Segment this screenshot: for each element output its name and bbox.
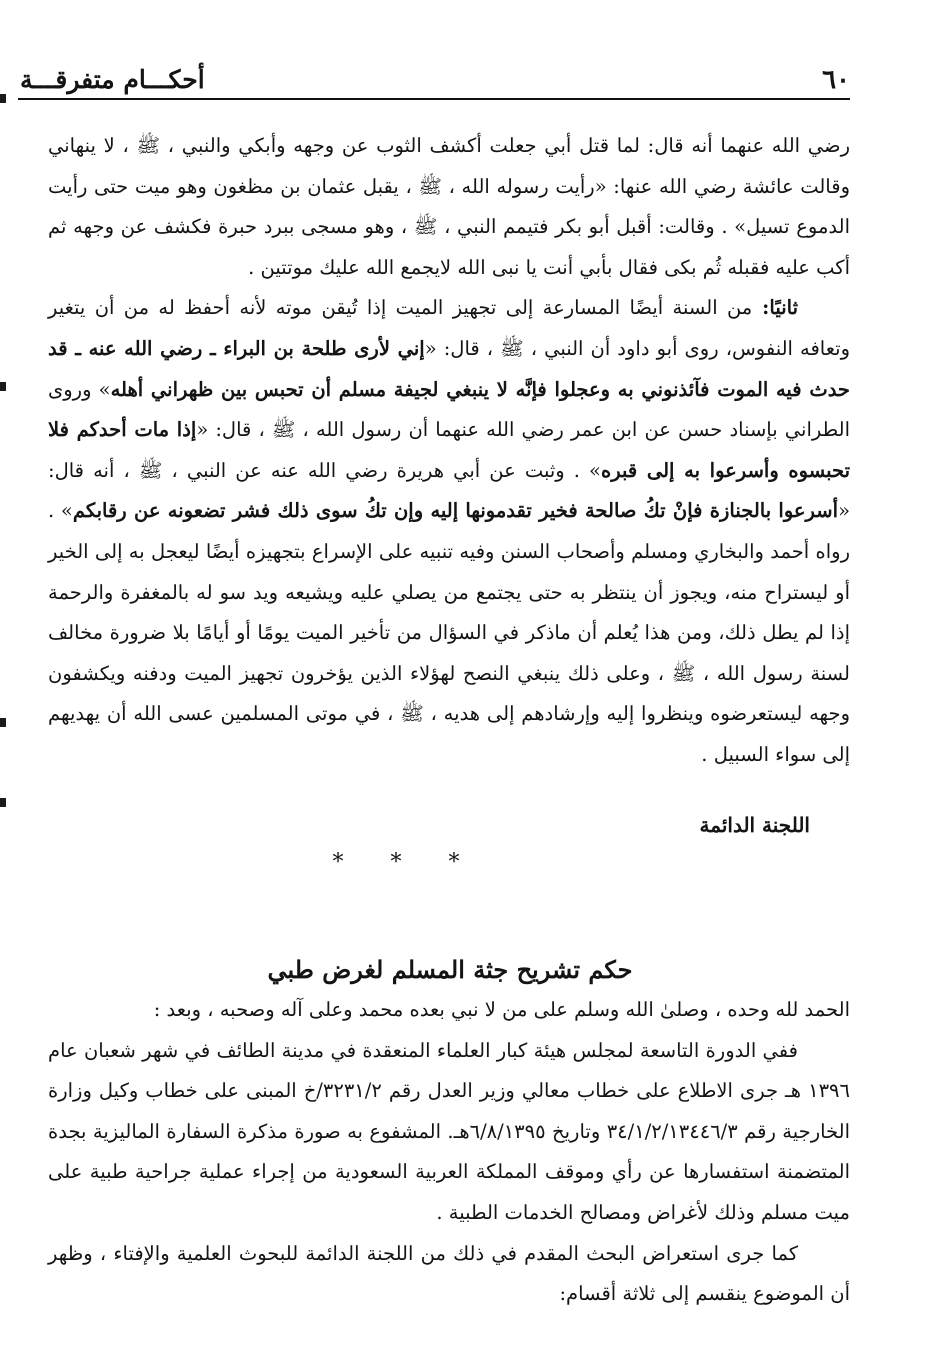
section-separator: * * * (332, 850, 480, 875)
book-title: أحكـــام متفرقـــة (20, 65, 205, 94)
paragraph-2: ثانيًا: من السنة أيضًا المسارعة إلى تجهيز الميت إذا تُيقن موته لأنه أحفظ له من أن يتغير وتعافه النفوس، روى أبو داود أن النبي ، ﷺ ، قال: «إني لأرى طلحة بن البراء ـ رضي الله عنه ـ قد حدث فيه الموت فآئذنوني به وعجلوا فإنَّه لا ينبغي لجيفة مسلم أن تحبس بين ظهراني أهله» وروى الطراني بإسناد حسن عن ابن عمر رضي الله عنهما أن رسول الله ، ﷺ ، قال: «إذا مات أحدكم فلا تحبسوه وأسرعوا به إلى قبره» . وثبت عن أبي هريرة رضي الله عنه عن النبي ، ﷺ ، أنه قال: «أسرعوا بالجنازة فإنْ تكُ صالحة فخير تقدمونها إليه وإن تكُ سوى ذلك فشر تضعونه عن رقابكم» . رواه أحمد والبخاري ومسلم وأصحاب السنن وفيه تنبيه على الإسراع بتجهيزه أيضًا ليعجل به إلى الخير أو ليستراح منه، ويجوز أن ينتظر به حتى يجتمع من يصلي عليه ويشيعه ويد سو له بالمغفرة والرحمة إذا لم يطل ذلك، ومن هذا يُعلم أن ماذكر في السؤال من تأخير الميت يومًا أو أيامًا بلا ضرورة مخالف لسنة رسول الله ، ﷺ ، وعلى ذلك ينبغي النصح لهؤلاء الذين يؤخرون تجهيز الميت ودفنه ويكشفون وجهه ليستعرضوه وينظروا إليه وإرشادهم إلى هديه ، ﷺ ، في موتى المسلمين عسى الله أن يهديهم إلى سواء السبيل . (48, 296, 851, 766)
section-title: حكم تشريح جثة المسلم لغرض طبي (267, 955, 633, 984)
section-body (48, 990, 850, 1315)
paragraph: ففي الدورة التاسعة لمجلس هيئة كبار العلماء المنعقدة في مدينة الطائف في شهر شعبان عام ١٣٩٦ هـ جرى الاطلاع على خطاب معالي وزير العدل رقم ٣٢٣١/٢/خ المبنى على خطاب وكيل وزارة الخارجية رقم ٣٤/١/٢/١٣٤٤٦/٣ وتاريخ ٦/٨/١٣٩٥هـ. المشفوع به صورة مذكرة السفارة الماليزية بجدة المتضمنة استفسارها عن رأي وموقف المملكة العربية السعودية من إجراء عملية جراحية طبية على ميت مسلم وذلك لأغراض ومصالح الخدمات الطبية . (48, 1038, 850, 1224)
signature: اللجنة الدائمة (699, 813, 810, 837)
paragraph-1: رضي الله عنهما أنه قال: لما قتل أبي جعلت أكشف الثوب عن وجهه وأبكي والنبي ، ﷺ ، لا ينهاني وقالت عائشة رضي الله عنها: «رأيت رسوله الله ، ﷺ ، يقبل عثمان بن مظغون وهو ميت حتى رأيت الدموع تسيل» . وقالت: أقبل أبو بكر فتيمم النبي ، ﷺ ، وهو مسجى ببرد حبرة فكشف عن وجهه ثم أكب عليه فقبله ثُم بكى فقال بأبي أنت يا نبى الله لايجمع الله عليك موتتين . (48, 134, 850, 279)
hadith-quote: أسرعوا بالجنازة فإنْ تكُ صالحة فخير تقدمونها إليه وإن تكُ سوى ذلك فشر تضعونه عن رقابكم (72, 499, 839, 523)
margin-mark (0, 94, 6, 103)
hadith-quote: إني لأرى طلحة بن البراء ـ رضي الله عنه ـ قد حدث فيه الموت فآئذنوني به وعجلوا فإنَّه لا ينبغي لجيفة مسلم أن تحبس بين ظهراني أهله (48, 336, 850, 401)
header-rule (18, 98, 850, 100)
opening-paragraph: الحمد لله وحده ، وصلىٰ الله وسلم على من لا نبي بعده محمد وعلى آله وصحبه ، وبعد : (153, 998, 850, 1021)
margin-mark (0, 718, 6, 727)
running-header (20, 62, 850, 102)
point-label: ثانيًا: (752, 296, 799, 320)
paragraph: كما جرى استعراض البحث المقدم في ذلك من اللجنة الدائمة للبحوث العلمية والإفتاء ، وظهر أن الموضوع ينقسم إلى ثلاثة أقسام: (48, 1241, 850, 1306)
margin-mark (0, 798, 6, 807)
hadith-quote: إذا مات أحدكم فلا تحبسوه وأسرعوا به إلى قبره (48, 418, 850, 482)
page-number: ٦٠ (822, 65, 850, 95)
section-continuation (48, 126, 850, 776)
margin-mark (0, 382, 6, 391)
